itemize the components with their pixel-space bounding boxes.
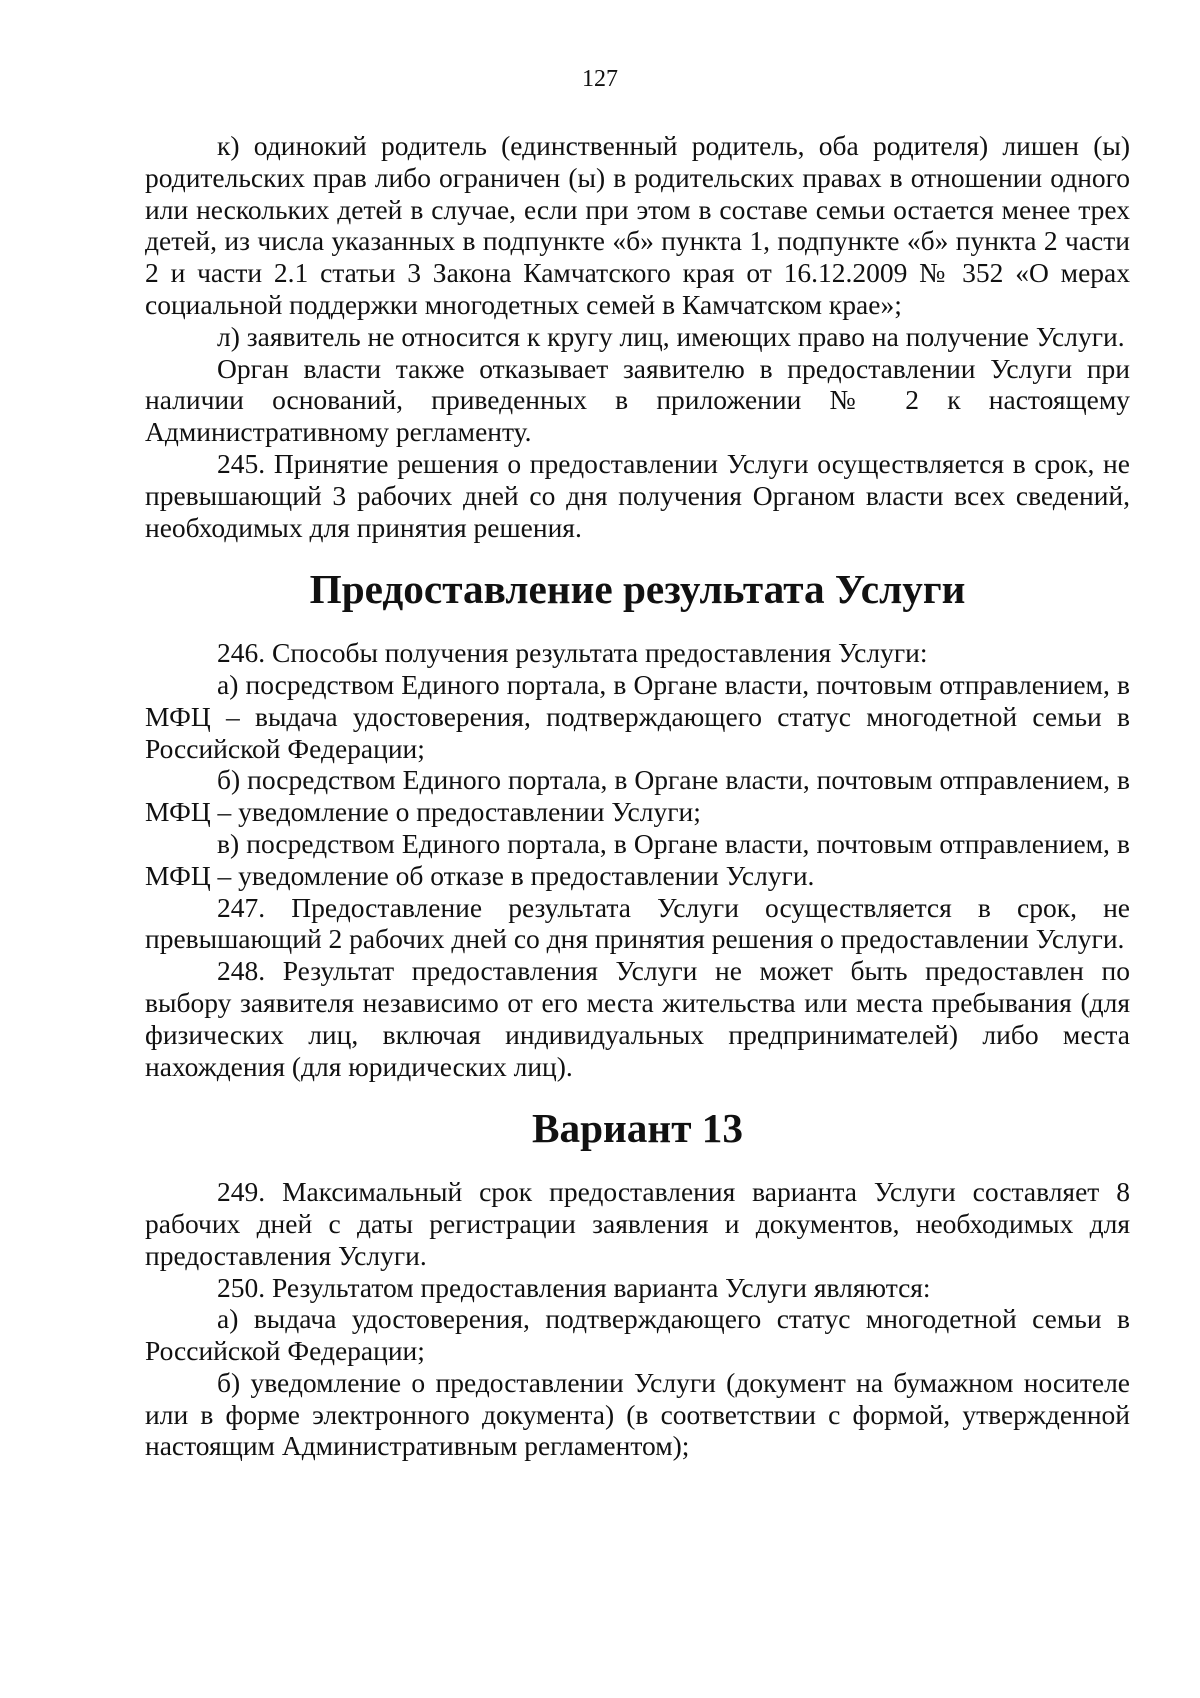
document-body xyxy=(145,130,1130,1462)
paragraph-246-v: в) посредством Единого портала, в Органе власти, почтовым отправлением, в МФЦ – уведомление об отказе в предоставлении Услуги. xyxy=(145,827,1130,891)
paragraph-246: 246. Способы получения результата предоставления Услуги: xyxy=(217,637,928,669)
paragraph-250-a: а) выдача удостоверения, подтверждающего статус многодетной семьи в Российской Федерации; xyxy=(145,1303,1130,1367)
paragraph-refusal: Орган власти также отказывает заявителю в предоставлении Услуги при наличии оснований, приведенных в приложении № 2 к настоящему Административному регламенту. xyxy=(145,352,1130,448)
paragraph-246-b: б) посредством Единого портала, в Органе власти, почтовым отправлением, в МФЦ – уведомление о предоставлении Услуги; xyxy=(145,764,1130,828)
paragraph-k: к) одинокий родитель (единственный родитель, оба родителя) лишен (ы) родительских прав либо ограничен (ы) в родительских правах в отношении одного или нескольких детей в случае, если при этом в составе семьи остается менее трех детей, из числа указанных в подпункте «б» пункта 1, подпункте «б» пункта 2 части 2 и части 2.1 статьи 3 Закона Камчатского края от 16.12.2009 № 352 «О мерах социальной поддержки многодетных семей в Камчатском крае»; xyxy=(145,130,1130,320)
section-heading-result: Предоставление результата Услуги xyxy=(309,566,966,613)
section-heading-variant: Вариант 13 xyxy=(531,1105,744,1152)
paragraph-245: 245. Принятие решения о предоставлении Услуги осуществляется в срок, не превышающий 3 рабочих дней со дня получения Органом власти всех сведений, необходимых для принятия решения. xyxy=(145,447,1130,543)
paragraph-l: л) заявитель не относится к кругу лиц, имеющих право на получение Услуги. xyxy=(217,320,1125,352)
paragraph-246-a: а) посредством Единого портала, в Органе власти, почтовым отправлением, в МФЦ – выдача удостоверения, подтверждающего статус многодетной семьи в Российской Федерации; xyxy=(145,668,1130,764)
page-number: 127 xyxy=(582,66,618,92)
paragraph-247: 247. Предоставление результата Услуги осуществляется в срок, не превышающий 2 рабочих дней со дня принятия решения о предоставлении Услуги. xyxy=(145,891,1130,955)
paragraph-248: 248. Результат предоставления Услуги не может быть предоставлен по выбору заявителя независимо от его места жительства или места пребывания (для физических лиц, включая индивидуальных предпринимателей) либо места нахождения (для юридических лиц). xyxy=(145,955,1130,1082)
paragraph-249: 249. Максимальный срок предоставления варианта Услуги составляет 8 рабочих дней с даты регистрации заявления и документов, необходимых для предоставления Услуги. xyxy=(145,1176,1130,1271)
paragraph-250-b: б) уведомление о предоставлении Услуги (документ на бумажном носителе или в форме электронного документа) (в соответствии с формой, утвержденной настоящим Административным регламентом); xyxy=(145,1366,1130,1462)
paragraph-250: 250. Результатом предоставления варианта Услуги являются: xyxy=(217,1271,931,1303)
